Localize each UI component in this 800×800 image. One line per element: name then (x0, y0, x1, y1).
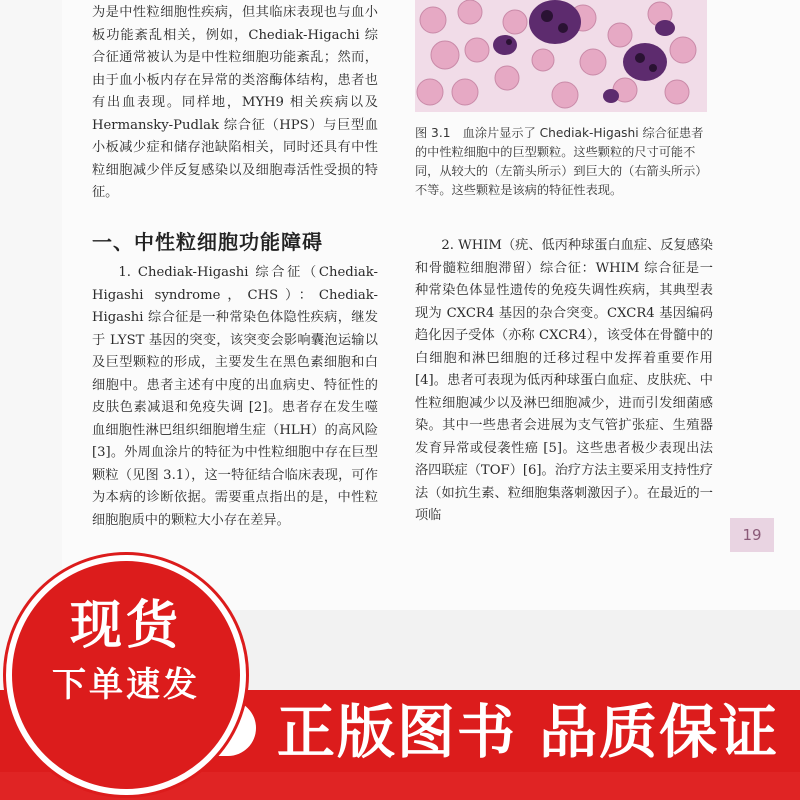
intro-paragraph: 为是中性粒细胞性疾病，但其临床表现也与血小板功能紊乱相关，例如，Chediak-Higachi 综合征通常被认为是中性粒细胞功能紊乱；然而，由于血小板内存在异常的类溶酶体结构，患者也有出血表现。同样地，MYH9 相关疾病以及 Hermansky-Pudlak 综合征（HPS）与巨型血小板减少症和储存池缺陷相关，同时还具有中性粒细胞减少伴反复感染以及细胞毒活性受损的特征。 (92, 5, 378, 200)
in-stock-stamp (6, 555, 246, 795)
banner-main-text: 正版图书 品质保证 (276, 698, 780, 766)
chs-paragraph: 1. Chediak-Higashi 综合征（Chediak-Higashi syndrome，CHS）：Chediak-Higashi 综合征是一种常染色体隐性疾病，继发于 LYST 基因的突变，该突变会影响囊泡运输以及巨型颗粒的形成，主要发生在黑色素细胞和白细胞中。患者主述有中度的出血病史、特征性的皮肤色素减退和免疫失调 [2]。患者存在发生噬血细胞性淋巴组织细胞增生症（HLH）的高风险 [3]。外周血涂片的特征为中性粒细胞中存在巨型颗粒（见图 3.1），这一特征结合临床表现，可作为本病的诊断依据。需要重点指出的是，中性粒细胞胞质中的颗粒大小存在差异。 (92, 265, 378, 528)
left-text-column (92, 2, 378, 205)
blood-smear-photo (415, 0, 707, 112)
stamp-title: 现货 (69, 596, 182, 656)
page-number: 19 (730, 518, 774, 552)
section-heading: 一、中性粒细胞功能障碍 (92, 230, 323, 254)
figure-caption: 图 3.1 血涂片显示了 Chediak-Higashi 综合征患者的中性粒细胞中的巨型颗粒。这些颗粒的尺寸可能不同，从较大的（左箭头所示）到巨大的（右箭头所示）不等。这些颗粒是该病的特征性表现。 (415, 126, 708, 197)
right-text-column (415, 235, 713, 528)
chs-text-block (92, 262, 378, 532)
stamp-subtitle: 下单速发 (52, 665, 200, 705)
whim-paragraph: 2. WHIM（疣、低丙种球蛋白血症、反复感染和骨髓粒细胞滞留）综合征：WHIM 综合征是一种常染色体显性遗传的免疫失调性疾病，其典型表现为 CXCR4 基因的杂合突变。CXCR4 基因编码趋化因子受体（亦称 CXCR4），该受体在骨髓中的白细胞和淋巴细胞的迁移过程中发挥着重要作用 [4]。患者可表现为低丙种球蛋白血症、皮肤疣、中性粒细胞减少以及淋巴细胞减少，进而引发细菌感染。其中一些患者会进展为支气管扩张症、生殖器发育异常或侵袭性癌 [5]。这些患者极少表现出法洛四联症（TOF）[6]。治疗方法主要采用支持性疗法（如抗生素、粒细胞集落刺激因子）。在最近的一项临 (415, 238, 713, 523)
